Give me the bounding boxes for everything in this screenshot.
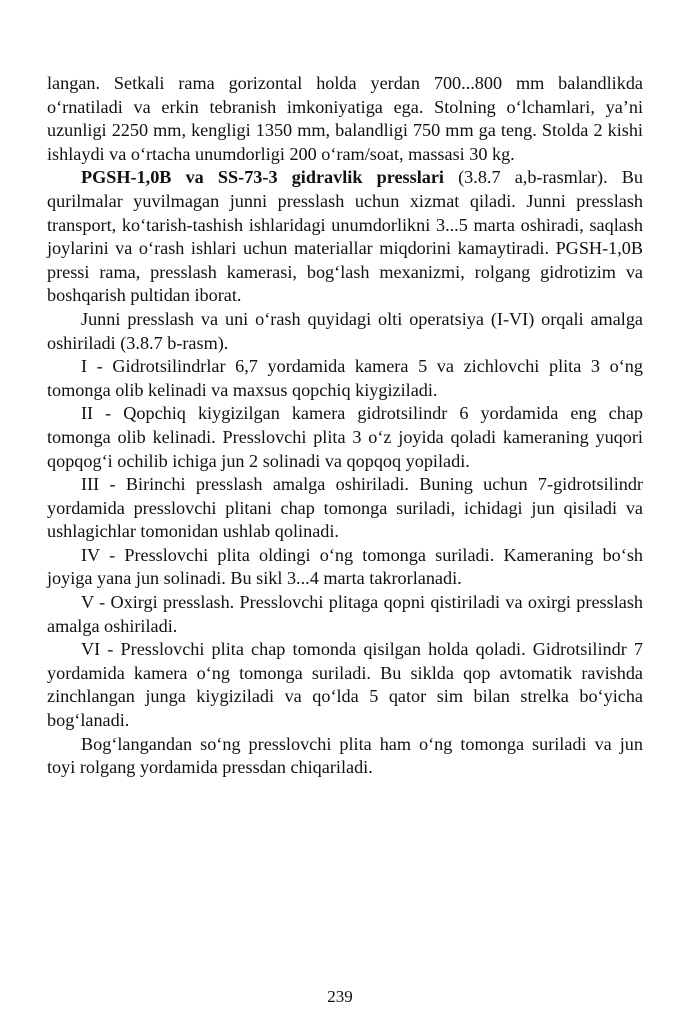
paragraph-text: Bog‘langandan so‘ng presslovchi plita ham o‘ng tomonga suriladi va jun toyi rolgang yordamida pressdan chiqariladi.	[47, 733, 643, 778]
paragraph-operation-4	[47, 544, 643, 591]
paragraph-operations-intro	[47, 308, 643, 355]
paragraph-final	[47, 733, 643, 780]
paragraph-text: Junni presslash va uni o‘rash quyidagi olti operatsiya (I-VI) orqali amalga oshiriladi (3.8.7 b-rasm).	[47, 308, 643, 353]
paragraph-text: (3.8.7 a,b-rasmlar). Bu qurilmalar yuvilmagan junni presslash uchun xizmat qiladi. Junni presslash transport, ko‘tarish-tashish ishlaridagi unumdorlikni 3...5 marta oshiradi, saqlash joylarini va o‘rash ishlari uchun materiallar miqdorini kamaytiradi. PGSH-1,0B pressi rama, presslash kamerasi, bog‘lash mexanizmi, rolgang gidrotizim va boshqarish pultidan iborat.	[47, 167, 643, 306]
paragraph-operation-6	[47, 638, 643, 732]
paragraph-text: III - Birinchi presslash amalga oshiriladi. Buning uchun 7-gidrotsilindr yordamida presslovchi plitani chap tomonga suriladi, ichidagi jun qisiladi va ushlagichlar tomonidan ushlab qolinadi.	[47, 474, 643, 542]
page-number: 239	[327, 987, 353, 1006]
paragraph-text: II - Qopchiq kiygizilgan kamera gidrotsilindr 6 yordamida eng chap tomonga olib kelinadi. Presslovchi plita 3 o‘z joyida qoladi kameraning yuqori qopqog‘i ochilib ichiga jun 2 solinadi va qopqoq yopiladi.	[47, 403, 643, 471]
paragraph-text: I - Gidrotsilindrlar 6,7 yordamida kamera 5 va zichlovchi plita 3 o‘ng tomonga olib kelinadi va maxsus qopchiq kiygiziladi.	[47, 356, 643, 400]
section-heading: PGSH-1,0B va SS-73-3 gidravlik presslari	[81, 167, 444, 188]
paragraph-operation-5	[47, 591, 643, 638]
paragraph-text: langan. Setkali rama gorizontal holda yerdan 700...800 mm balandlikda o‘rnatiladi va erkin tebranish imkoniyatiga ega. Stolning o‘lchamlari, ya’ni uzunligi 2250 mm, kengligi 1350 mm, balandligi 750 mm ga teng. Stolda 2 kishi ishlaydi va o‘rtacha unumdorligi 200 o‘ram/soat, massasi 30 kg.	[47, 73, 643, 164]
body-text	[47, 72, 643, 780]
paragraph-operation-2	[47, 402, 643, 473]
paragraph-text: IV - Presslovchi plita oldingi o‘ng tomonga suriladi. Kameraning bo‘sh joyiga yana jun solinadi. Bu sikl 3...4 marta takrorlanadi.	[47, 544, 643, 589]
paragraph-text: V - Oxirgi presslash. Presslovchi plitaga qopni qistiriladi va oxirgi presslash amalga oshiriladi.	[47, 592, 643, 636]
paragraph-table-dimensions	[47, 72, 643, 166]
paragraph-operation-1	[47, 355, 643, 402]
paragraph-text: VI - Presslovchi plita chap tomonda qisilgan holda qoladi. Gidrotsilindr 7 yordamida kamera o‘ng tomonga suriladi. Bu siklda qop avtomatik ravishda zinchlangan junga kiygiziladi va qo‘lda 5 qator sim bilan strelka bo‘yicha bog‘lanadi.	[47, 639, 643, 731]
paragraph-hydraulic-presses	[47, 166, 643, 308]
paragraph-operation-3	[47, 473, 643, 544]
